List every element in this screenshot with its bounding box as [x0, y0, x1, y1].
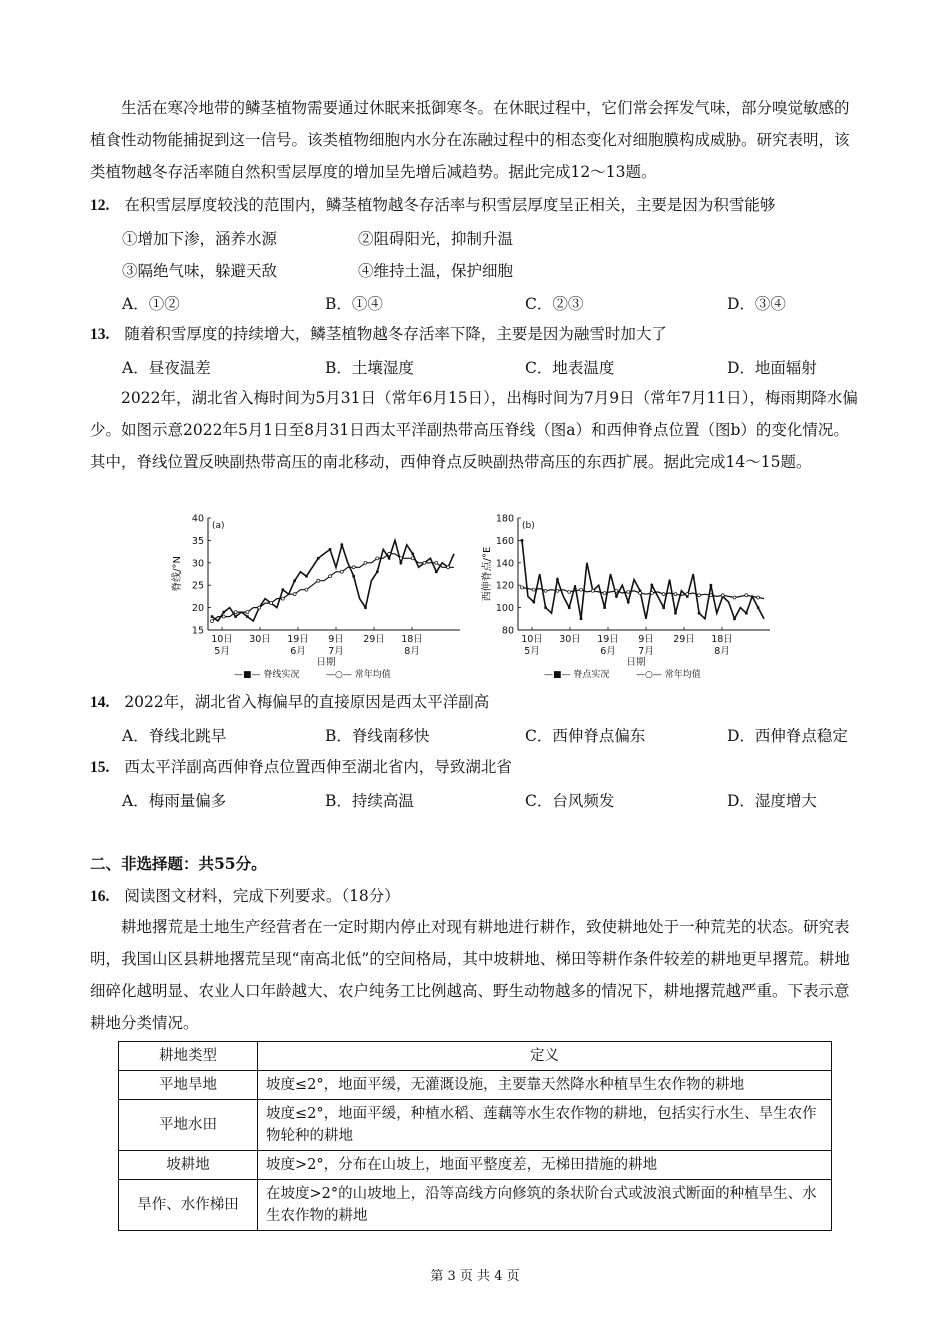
- y-tick-label: 100: [495, 603, 514, 615]
- chart-title: (b): [522, 521, 535, 531]
- data-point: [223, 611, 226, 614]
- question-number: 12.: [90, 197, 110, 214]
- data-point: [281, 597, 284, 600]
- data-point: [317, 579, 320, 582]
- y-tick-label: 80: [501, 625, 514, 637]
- data-point: [411, 553, 414, 556]
- data-point: [627, 590, 630, 593]
- question-12: [90, 194, 775, 217]
- x-tick-label: 18日: [711, 634, 733, 645]
- data-point: [615, 595, 618, 598]
- x-tick-label: 9日: [328, 634, 344, 645]
- option-a: A．梅雨量偏多: [122, 792, 227, 810]
- data-point: [710, 584, 713, 587]
- data-point: [544, 589, 547, 592]
- chart-title: (a): [212, 521, 225, 531]
- option-b: B．持续高温: [325, 792, 414, 810]
- option-c: C．②③: [525, 295, 584, 313]
- data-point: [388, 552, 391, 555]
- y-tick-label: 35: [191, 535, 204, 547]
- statement-4: ④维持土温，保护细胞: [358, 262, 514, 280]
- data-point: [246, 611, 249, 614]
- option-a: A．昼夜温差: [122, 359, 211, 377]
- data-point: [376, 570, 379, 573]
- data-point: [211, 615, 214, 618]
- option-d: D．③④: [727, 295, 786, 313]
- question-stem: 2022年，湖北省入梅偏早的直接原因是西太平洋副高: [124, 693, 490, 711]
- x-tick-label: 10日: [211, 634, 233, 645]
- data-point: [411, 557, 414, 560]
- data-point: [246, 615, 249, 618]
- table-row: [119, 1151, 832, 1180]
- y-axis-label: 西伸脊点/°E: [482, 546, 493, 602]
- chart-west-ridge-point: [478, 510, 778, 685]
- data-point: [293, 593, 296, 596]
- x-tick-label: 9日: [638, 634, 654, 645]
- y-tick-label: 40: [191, 513, 204, 525]
- statement-2: ②阻碍阳光，抑制升温: [358, 230, 514, 248]
- data-point: [757, 606, 760, 609]
- data-point: [662, 606, 665, 609]
- data-point: [282, 588, 285, 591]
- question-15: [90, 756, 512, 779]
- data-point: [591, 589, 594, 592]
- y-tick-label: 120: [495, 580, 514, 592]
- data-point: [317, 557, 320, 560]
- data-point: [234, 615, 237, 618]
- x-axis-label: 日期: [316, 657, 336, 668]
- option-d: D．湿度增大: [727, 792, 817, 810]
- option-a: A．脊线北跳早: [122, 727, 227, 745]
- option-c: C．地表温度: [525, 359, 615, 377]
- data-point: [733, 596, 736, 599]
- y-tick-label: 140: [495, 558, 514, 570]
- data-point: [721, 594, 724, 597]
- table-cell-type: 旱作、水作梯田: [119, 1180, 258, 1231]
- option-b: B．脊线南移快: [325, 727, 430, 745]
- data-point: [352, 575, 355, 578]
- question-number: 16.: [90, 888, 110, 905]
- farmland-table: [118, 1041, 832, 1231]
- data-point: [364, 606, 367, 609]
- x-axis-label: 日期: [626, 657, 646, 668]
- material-paragraph: 耕地撂荒是土地生产经营者在一定时期内停止对现有耕地进行耕作，致使耕地处于一种荒芜的状态。研究表明，我国山区县耕地撂荒呈现“南高北低”的空间格局，其中坡耕地、梯田等耕作条件较差的耕地更早撂荒。耕地细碎化越明显、农业人口年龄越大、农户纯务工比例越高、野生动物越多的情况下，耕地撂荒越严重。下表示意耕地分类情况。: [90, 918, 850, 1032]
- data-point: [305, 575, 308, 578]
- question-stem: 随着积雪厚度的持续增大，鳞茎植物越冬存活率下降，主要是因为融雪时加大了: [124, 325, 667, 343]
- legend-actual: —■— 脊点实况: [544, 670, 610, 680]
- data-point: [639, 592, 642, 595]
- option-b: B．①④: [325, 295, 383, 313]
- legend-actual: —■— 脊线实况: [234, 670, 300, 680]
- data-point: [698, 612, 701, 615]
- data-point: [698, 594, 701, 597]
- x-tick-label: 19日: [287, 634, 309, 645]
- table-cell-definition: 坡度≤2°，地面平缓，种植水稻、莲藕等水生农作物的耕地，包括实行水生、旱生农作物轮种的耕地: [258, 1100, 832, 1151]
- data-point: [662, 593, 665, 596]
- data-point: [341, 544, 344, 547]
- x-tick-label: 19日: [597, 634, 619, 645]
- table-header-cell: 定义: [258, 1042, 832, 1071]
- data-point: [580, 588, 583, 591]
- option-c: C．台风频发: [525, 792, 615, 810]
- data-point: [650, 592, 653, 595]
- data-point: [258, 606, 261, 609]
- month-label: 6月: [290, 646, 306, 657]
- data-point: [435, 570, 438, 573]
- month-label: 6月: [600, 646, 616, 657]
- data-point: [651, 584, 654, 587]
- data-point: [745, 594, 748, 597]
- data-point: [329, 548, 332, 551]
- series-line-actual: [212, 540, 454, 621]
- intro-paragraph-1: 生活在寒冷地带的鳞茎植物需要通过休眠来抵御寒冬。在休眠过程中，它们常会挥发气味，部分嗅觉敏感的植食性动物能捕捉到这一信号。该类植物细胞内水分在冻融过程中的相态变化对细胞膜构成威胁。研究表明，该类植物越冬存活率随自然积雪层厚度的增加呈先增后减趋势。据此完成12～13题。: [90, 99, 850, 181]
- data-point: [400, 562, 403, 565]
- chart-ridge-line: [168, 510, 468, 685]
- table-cell-type: 平地水田: [119, 1100, 258, 1151]
- x-tick-label: 30日: [559, 634, 581, 645]
- data-point: [352, 566, 355, 569]
- statement-3: ③隔绝气味，躲避天敌: [122, 262, 278, 280]
- x-tick-label: 10日: [521, 634, 543, 645]
- data-point: [234, 611, 237, 614]
- data-point: [556, 578, 559, 581]
- data-point: [709, 594, 712, 597]
- question-stem: 阅读图文材料，完成下列要求。（18分）: [124, 887, 400, 905]
- data-point: [388, 557, 391, 560]
- data-point: [568, 606, 571, 609]
- y-tick-label: 180: [495, 513, 514, 525]
- data-point: [674, 612, 677, 615]
- data-point: [627, 601, 630, 604]
- section-heading: 二、非选择题：共55分。: [90, 854, 267, 873]
- data-point: [222, 615, 225, 618]
- data-point: [603, 606, 606, 609]
- data-point: [556, 589, 559, 592]
- month-label: 7月: [328, 646, 344, 657]
- question-16: [90, 885, 400, 908]
- data-point: [757, 596, 760, 599]
- table-row: [119, 1100, 832, 1151]
- table-cell-type: 坡耕地: [119, 1151, 258, 1180]
- table-row: [119, 1071, 832, 1100]
- question-stem: 在积雪层厚度较浅的范围内，鳞茎植物越冬存活率与积雪层厚度呈正相关，主要是因为积雪能够: [124, 196, 776, 214]
- x-tick-label: 29日: [363, 634, 385, 645]
- data-point: [399, 557, 402, 560]
- x-tick-label: 30日: [249, 634, 271, 645]
- data-point: [674, 593, 677, 596]
- data-point: [521, 539, 524, 542]
- data-point: [211, 620, 214, 623]
- y-tick-label: 160: [495, 535, 514, 547]
- month-label: 8月: [714, 646, 730, 657]
- question-number: 14.: [90, 694, 110, 711]
- question-number: 15.: [90, 759, 110, 776]
- data-point: [376, 557, 379, 560]
- month-label: 5月: [214, 646, 230, 657]
- question-number: 13.: [90, 326, 110, 343]
- table-row: [119, 1180, 832, 1231]
- table-cell-definition: 在坡度>2°的山坡地上，沿等高线方向修筑的条状阶台式或波浪式断面的种植旱生、水生农作物的耕地: [258, 1180, 832, 1231]
- data-point: [340, 570, 343, 573]
- y-tick-label: 20: [191, 603, 204, 615]
- table-cell-definition: 坡度≤2°，地面平缓，无灌溉设施，主要靠天然降水种植旱生农作物的耕地: [258, 1071, 832, 1100]
- statement-1: ①增加下渗，涵养水源: [122, 230, 278, 248]
- data-point: [733, 618, 736, 621]
- question-14: [90, 691, 489, 714]
- y-tick-label: 25: [191, 580, 204, 592]
- data-point: [603, 592, 606, 595]
- legend-normal: —○— 常年均值: [636, 670, 701, 680]
- y-axis-label: 脊线/°N: [172, 556, 183, 592]
- data-point: [686, 593, 689, 596]
- data-point: [329, 575, 332, 578]
- data-point: [533, 601, 536, 604]
- option-d: D．地面辐射: [727, 359, 817, 377]
- data-point: [615, 589, 618, 592]
- data-point: [544, 606, 547, 609]
- data-point: [521, 586, 524, 589]
- option-d: D．西伸脊点稳定: [727, 727, 848, 745]
- question-13: [90, 323, 667, 346]
- data-point: [580, 618, 583, 621]
- data-point: [305, 588, 308, 591]
- data-point: [568, 590, 571, 593]
- table-cell-type: 平地旱地: [119, 1071, 258, 1100]
- data-point: [745, 612, 748, 615]
- series-line-normal: [522, 587, 764, 598]
- table-cell-definition: 坡度>2°，分布在山坡上，地面平整度差，无梯田措施的耕地: [258, 1151, 832, 1180]
- question-stem: 西太平洋副高西伸脊点位置西伸至湖北省内，导致湖北省: [124, 758, 512, 776]
- option-a: A．①②: [122, 295, 180, 313]
- table-header-row: [119, 1042, 832, 1071]
- page-footer: 第 3 页 共 4 页: [430, 1269, 520, 1284]
- y-tick-label: 15: [191, 625, 204, 637]
- option-c: C．西伸脊点偏东: [525, 727, 646, 745]
- data-point: [270, 602, 273, 605]
- month-label: 5月: [524, 646, 540, 657]
- data-point: [423, 561, 426, 564]
- intro-paragraph-2: 2022年，湖北省入梅时间为5月31日（常年6月15日），出梅时间为7月9日（常年7月11日），梅雨期降水偏少。如图示意2022年5月1日至8月31日西太平洋副热带高压脊线（图a）和西伸脊点位置（图b）的变化情况。其中，脊线位置反映副热带高压的南北移动，西伸脊点反映副热带高压的东西扩展。据此完成14～15题。: [90, 389, 858, 471]
- x-tick-label: 18日: [401, 634, 423, 645]
- table-header-cell: 耕地类型: [119, 1042, 258, 1071]
- legend-normal: —○— 常年均值: [326, 670, 391, 680]
- y-tick-label: 30: [191, 558, 204, 570]
- data-point: [293, 579, 296, 582]
- month-label: 8月: [404, 646, 420, 657]
- data-point: [435, 561, 438, 564]
- month-label: 7月: [638, 646, 654, 657]
- option-b: B．土壤湿度: [325, 359, 414, 377]
- data-point: [364, 561, 367, 564]
- x-tick-label: 29日: [673, 634, 695, 645]
- data-point: [532, 588, 535, 591]
- data-point: [447, 566, 450, 569]
